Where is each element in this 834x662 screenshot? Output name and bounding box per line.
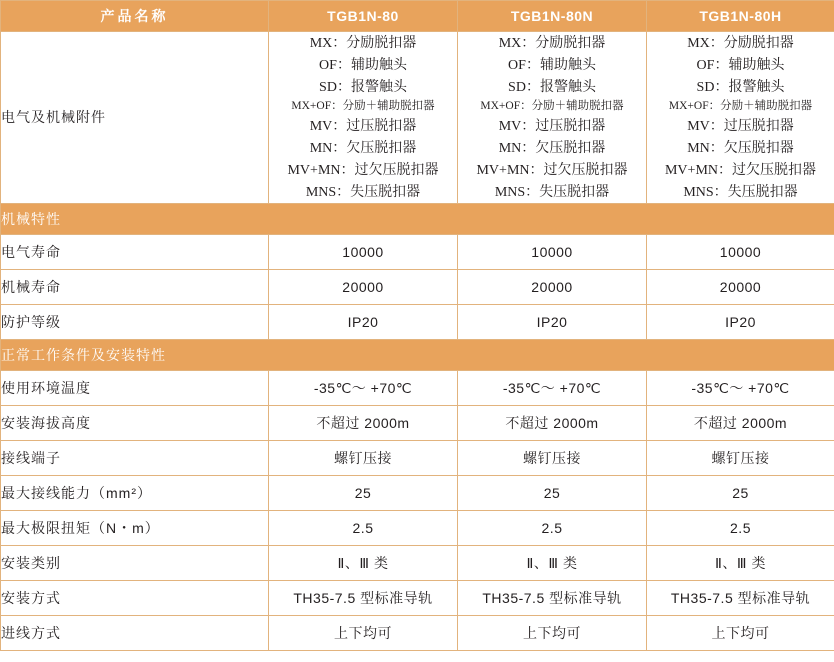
- acc2-code-sd: SD：: [508, 80, 540, 95]
- acc-code-of: OF：: [319, 58, 351, 73]
- row-label-installation-category: 安装类别: [1, 546, 269, 581]
- acc2-code-mvmn: MV+MN：: [476, 163, 544, 179]
- table-row: [1, 305, 834, 340]
- acc3-text-mxof: 分励＋辅助脱扣器: [720, 100, 813, 112]
- table-row: [1, 441, 834, 476]
- acc2-code-mxof: MX+OF：: [480, 100, 532, 112]
- acc-text-sd: 报警触头: [350, 78, 407, 94]
- acc2-text-mx: 分励脱扣器: [535, 34, 606, 50]
- row-label-ambient-temperature: 使用环境温度: [1, 371, 269, 406]
- acc-code-mn: MN：: [309, 141, 347, 157]
- row-label-mechanical-life: 机械寿命: [1, 270, 269, 305]
- acc3-code-mv: MV：: [687, 119, 724, 135]
- acc-text-of: 辅助触头: [350, 56, 407, 72]
- section-band-mechanical: [1, 204, 834, 235]
- header-model-1: TGB1N-80: [269, 1, 458, 32]
- acc-text-mvmn: 过欠压脱扣器: [354, 161, 439, 178]
- row-value-incoming-line-3: 上下均可: [647, 616, 834, 651]
- row-value-mounting-method-2: TH35-7.5 型标准导轨: [458, 581, 647, 616]
- acc3-text-of: 辅助触头: [728, 56, 785, 72]
- acc2-code-of: OF：: [508, 58, 540, 73]
- acc3-code-mxof: MX+OF：: [668, 100, 721, 112]
- table-row: [1, 235, 834, 270]
- accessories-col-1: [269, 32, 458, 204]
- acc2-text-mvmn: 过欠压脱扣器: [543, 161, 628, 178]
- acc2-text-mn: 欠压脱扣器: [535, 139, 606, 156]
- row-value-max-torque-2: 2.5: [458, 511, 647, 546]
- row-value-ambient-temperature-2: -35℃～ +70℃: [458, 371, 647, 406]
- acc2-text-of: 辅助触头: [539, 56, 596, 72]
- row-label-altitude: 安装海拔高度: [1, 406, 269, 441]
- row-value-ambient-temperature-1: -35℃～ +70℃: [269, 371, 458, 406]
- row-value-max-wire-capacity-2: 25: [458, 476, 647, 511]
- row-label-max-torque: 最大极限扭矩（N・m）: [1, 511, 269, 546]
- accessories-row: [1, 32, 834, 204]
- accessories-col-3: [647, 32, 834, 204]
- acc-text-mn: 欠压脱扣器: [346, 139, 417, 156]
- row-value-protection-class-3: IP20: [647, 305, 834, 340]
- row-label-electrical-life: 电气寿命: [1, 235, 269, 270]
- acc-code-mxof: MX+OF：: [291, 100, 343, 112]
- row-value-altitude-3: 不超过 2000m: [647, 406, 834, 441]
- table-row: [1, 511, 834, 546]
- acc3-text-mx: 分励脱扣器: [723, 34, 794, 50]
- acc-text-mx: 分励脱扣器: [346, 34, 417, 50]
- accessories-label: 电气及机械附件: [1, 32, 269, 204]
- row-label-terminal: 接线端子: [1, 441, 269, 476]
- acc3-code-mvmn: MV+MN：: [664, 163, 732, 179]
- band-label-conditions: 正常工作条件及安装特性: [1, 340, 834, 371]
- row-value-mechanical-life-3: 20000: [647, 270, 834, 305]
- header-product-name: 产品名称: [1, 1, 269, 32]
- table-row: [1, 476, 834, 511]
- acc-code-mns: MNS：: [305, 185, 351, 201]
- row-value-altitude-1: 不超过 2000m: [269, 406, 458, 441]
- acc-code-sd: SD：: [319, 80, 351, 95]
- row-value-incoming-line-2: 上下均可: [458, 616, 647, 651]
- section-band-conditions: [1, 340, 834, 371]
- acc-code-mv: MV：: [309, 119, 347, 135]
- acc3-text-mv: 过压脱扣器: [723, 117, 794, 134]
- acc3-text-sd: 报警触头: [728, 78, 785, 94]
- row-value-terminal-1: 螺钉压接: [269, 441, 458, 476]
- acc3-code-mn: MN：: [687, 141, 724, 157]
- table-header-row: [1, 1, 834, 32]
- acc3-text-mns: 失压脱扣器: [727, 183, 798, 200]
- row-value-terminal-3: 螺钉压接: [647, 441, 834, 476]
- accessories-col-2: [458, 32, 647, 204]
- table-row: [1, 581, 834, 616]
- row-value-mounting-method-3: TH35-7.5 型标准导轨: [647, 581, 834, 616]
- acc2-text-mns: 失压脱扣器: [539, 183, 610, 200]
- row-value-incoming-line-1: 上下均可: [269, 616, 458, 651]
- row-value-electrical-life-1: 10000: [269, 235, 458, 270]
- row-value-ambient-temperature-3: -35℃～ +70℃: [647, 371, 834, 406]
- row-value-max-wire-capacity-1: 25: [269, 476, 458, 511]
- acc-text-mv: 过压脱扣器: [346, 117, 417, 134]
- table-row: [1, 546, 834, 581]
- band-label-mechanical: 机械特性: [1, 204, 834, 235]
- acc2-code-mv: MV：: [498, 119, 536, 135]
- acc-code-mvmn: MV+MN：: [287, 163, 355, 179]
- acc2-code-mx: MX：: [498, 36, 536, 51]
- acc-text-mxof: 分励＋辅助脱扣器: [342, 100, 435, 112]
- row-value-terminal-2: 螺钉压接: [458, 441, 647, 476]
- acc2-text-mv: 过压脱扣器: [535, 117, 606, 134]
- row-value-protection-class-2: IP20: [458, 305, 647, 340]
- row-value-max-torque-1: 2.5: [269, 511, 458, 546]
- row-value-installation-category-3: Ⅱ、Ⅲ 类: [647, 546, 834, 581]
- row-value-max-wire-capacity-3: 25: [647, 476, 834, 511]
- row-value-electrical-life-3: 10000: [647, 235, 834, 270]
- row-label-protection-class: 防护等级: [1, 305, 269, 340]
- row-value-installation-category-2: Ⅱ、Ⅲ 类: [458, 546, 647, 581]
- row-value-mechanical-life-1: 20000: [269, 270, 458, 305]
- row-value-installation-category-1: Ⅱ、Ⅲ 类: [269, 546, 458, 581]
- table-row: [1, 371, 834, 406]
- acc3-code-sd: SD：: [696, 80, 729, 95]
- acc3-code-mx: MX：: [687, 36, 724, 51]
- row-label-max-wire-capacity: 最大接线能力（mm²）: [1, 476, 269, 511]
- acc2-text-mxof: 分励＋辅助脱扣器: [531, 100, 624, 112]
- header-model-3: TGB1N-80H: [647, 1, 834, 32]
- acc2-code-mns: MNS：: [494, 185, 540, 201]
- row-value-mechanical-life-2: 20000: [458, 270, 647, 305]
- acc-text-mns: 失压脱扣器: [350, 183, 421, 200]
- acc-code-mx: MX：: [309, 36, 347, 51]
- row-label-mounting-method: 安装方式: [1, 581, 269, 616]
- row-value-max-torque-3: 2.5: [647, 511, 834, 546]
- acc3-code-of: OF：: [696, 58, 729, 73]
- row-value-mounting-method-1: TH35-7.5 型标准导轨: [269, 581, 458, 616]
- acc2-code-mn: MN：: [498, 141, 536, 157]
- table-row: [1, 616, 834, 651]
- row-value-protection-class-1: IP20: [269, 305, 458, 340]
- header-model-2: TGB1N-80N: [458, 1, 647, 32]
- row-label-incoming-line: 进线方式: [1, 616, 269, 651]
- table-row: [1, 270, 834, 305]
- row-value-electrical-life-2: 10000: [458, 235, 647, 270]
- table-row: [1, 406, 834, 441]
- acc3-code-mns: MNS：: [683, 185, 728, 201]
- row-value-altitude-2: 不超过 2000m: [458, 406, 647, 441]
- acc3-text-mn: 欠压脱扣器: [723, 139, 794, 156]
- acc2-text-sd: 报警触头: [539, 78, 596, 94]
- acc3-text-mvmn: 过欠压脱扣器: [732, 161, 816, 178]
